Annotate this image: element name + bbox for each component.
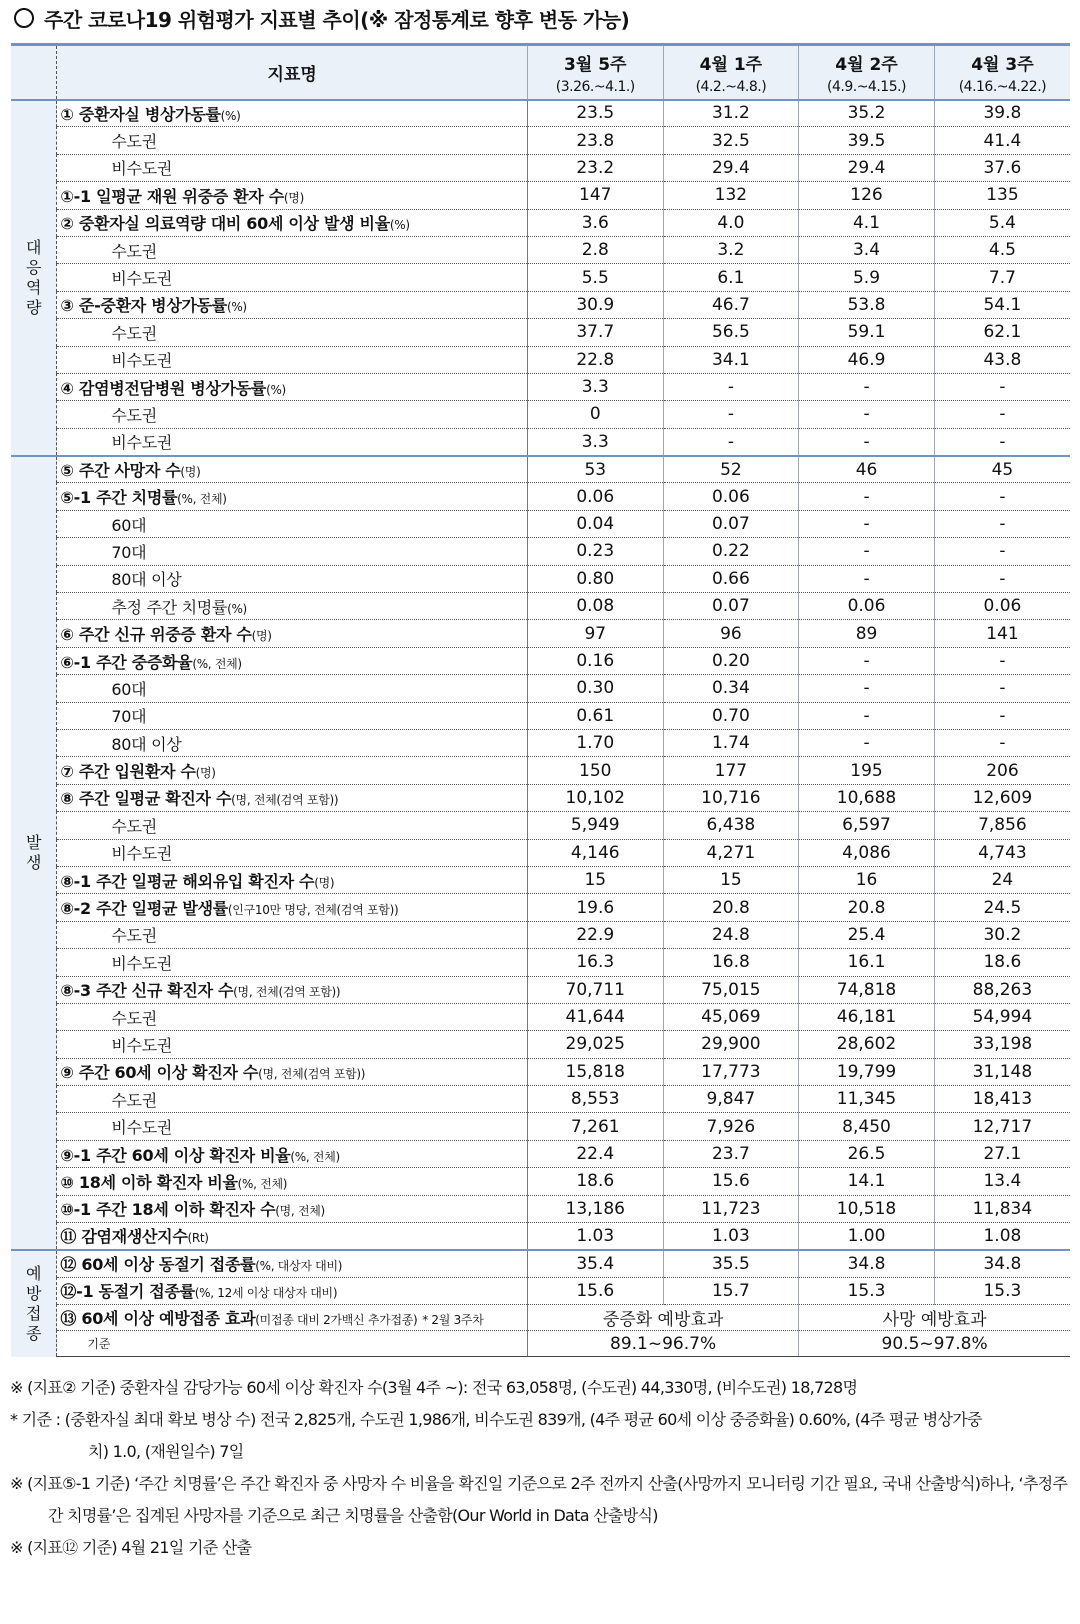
value-cell: 29.4 xyxy=(663,154,799,181)
value-cell: 29,900 xyxy=(663,1031,799,1058)
value-cell: 206 xyxy=(934,757,1070,784)
value-cell: - xyxy=(934,428,1070,455)
table-row xyxy=(11,976,1070,1003)
table-row xyxy=(11,812,1070,839)
value-cell: 26.5 xyxy=(799,1140,935,1167)
table-row xyxy=(11,593,1070,620)
indicator-label: ⑩ 18세 이하 확진자 비율(%, 전체) xyxy=(57,1168,528,1195)
table-row xyxy=(11,1250,1070,1277)
value-cell: 3.3 xyxy=(527,373,663,400)
table-row xyxy=(11,182,1070,209)
table-row xyxy=(11,236,1070,263)
value-cell: 5.5 xyxy=(527,264,663,291)
value-cell: 1.70 xyxy=(527,729,663,756)
value-cell: 4,146 xyxy=(527,839,663,866)
table-row xyxy=(11,894,1070,921)
value-cell: - xyxy=(799,647,935,674)
value-cell: 9,847 xyxy=(663,1086,799,1113)
indicator-label: 70대 xyxy=(57,702,528,729)
value-cell: 0.06 xyxy=(799,593,935,620)
value-cell: 0 xyxy=(527,401,663,428)
value-cell: 132 xyxy=(663,182,799,209)
category-cell xyxy=(11,100,57,456)
value-cell: 147 xyxy=(527,182,663,209)
value-cell: - xyxy=(934,702,1070,729)
table-row xyxy=(11,620,1070,647)
value-cell: 19,799 xyxy=(799,1058,935,1085)
value-cell: - xyxy=(663,373,799,400)
value-cell: 15.6 xyxy=(527,1277,663,1304)
indicator-label: ⑨-1 주간 60세 이상 확진자 비율(%, 전체) xyxy=(57,1140,528,1167)
value-cell: 17,773 xyxy=(663,1058,799,1085)
value-cell: 11,345 xyxy=(799,1086,935,1113)
indicator-label: ⑧-2 주간 일평균 발생률(인구10만 명당, 전체(검역 포함)) xyxy=(57,894,528,921)
value-cell: 35.4 xyxy=(527,1250,663,1277)
indicator-label: ⑪ 감염재생산지수(Rt) xyxy=(57,1223,528,1250)
value-cell: 177 xyxy=(663,757,799,784)
value-cell: - xyxy=(799,373,935,400)
value-cell: 3.6 xyxy=(527,209,663,236)
value-cell: 75,015 xyxy=(663,976,799,1003)
value-cell: 46.7 xyxy=(663,291,799,318)
indicator-label: ⑦ 주간 입원환자 수(명) xyxy=(57,757,528,784)
value-cell: 6.1 xyxy=(663,264,799,291)
table-row xyxy=(11,538,1070,565)
table-row xyxy=(11,264,1070,291)
value-cell: 74,818 xyxy=(799,976,935,1003)
effect-row xyxy=(11,1305,1070,1331)
value-cell: 14.1 xyxy=(799,1168,935,1195)
category-label: 대응역량 xyxy=(25,237,42,317)
indicator-label: 수도권 xyxy=(57,236,528,263)
value-cell: 62.1 xyxy=(934,319,1070,346)
indicator-label: ④ 감염병전담병원 병상가동률(%) xyxy=(57,373,528,400)
value-cell: 15 xyxy=(527,866,663,893)
indicator-label: 80대 이상 xyxy=(57,729,528,756)
table-row xyxy=(11,510,1070,537)
value-cell: 43.8 xyxy=(934,346,1070,373)
indicator-label: ⑤ 주간 사망자 수(명) xyxy=(57,456,528,483)
footnote-3a: ※ (지표⑤-1 기준) ‘주간 치명률’은 주간 확진자 중 사망자 수 비율을 확진일 기준으로 2주 전까지 산출(사망까지 모니터링 기간 필요, 국내 산출방식)하나, ‘추정주 xyxy=(10,1474,1068,1493)
value-cell: 0.16 xyxy=(527,647,663,674)
effect-note: 기준 xyxy=(57,1331,528,1357)
indicator-label: ①-1 일평균 재원 위중증 환자 수(명) xyxy=(57,182,528,209)
value-cell: - xyxy=(799,401,935,428)
value-cell: - xyxy=(934,729,1070,756)
table-row xyxy=(11,319,1070,346)
indicator-label: ⑧ 주간 일평균 확진자 수(명, 전체(검역 포함)) xyxy=(57,784,528,811)
value-cell: 4,271 xyxy=(663,839,799,866)
value-cell: 10,688 xyxy=(799,784,935,811)
value-cell: 24 xyxy=(934,866,1070,893)
value-cell: - xyxy=(934,675,1070,702)
indicator-label: 비수도권 xyxy=(57,949,528,976)
footnote-3b: 간 치명률’은 집계된 사망자를 기준으로 최근 치명률을 산출함(Our World in Data 산출방식) xyxy=(48,1506,658,1525)
value-cell: 0.08 xyxy=(527,593,663,620)
indicator-table xyxy=(11,43,1070,1357)
value-cell: 39.8 xyxy=(934,100,1070,127)
table-row xyxy=(11,1195,1070,1222)
value-cell: - xyxy=(934,373,1070,400)
value-cell: 4.5 xyxy=(934,236,1070,263)
value-cell: 10,518 xyxy=(799,1195,935,1222)
value-cell: 29,025 xyxy=(527,1031,663,1058)
value-cell: 29.4 xyxy=(799,154,935,181)
category-label: 예방접종 xyxy=(25,1263,42,1343)
header-row xyxy=(11,45,1070,100)
value-cell: 56.5 xyxy=(663,319,799,346)
value-cell: 0.06 xyxy=(663,483,799,510)
indicator-label: ⑤-1 주간 치명률(%, 전체) xyxy=(57,483,528,510)
table-row xyxy=(11,291,1070,318)
value-cell: 0.23 xyxy=(527,538,663,565)
value-cell: - xyxy=(663,401,799,428)
value-cell: 31,148 xyxy=(934,1058,1070,1085)
table-row xyxy=(11,456,1070,483)
value-cell: 7,261 xyxy=(527,1113,663,1140)
severe-effect-label: 중증화 예방효과 xyxy=(527,1305,798,1331)
value-cell: 3.4 xyxy=(799,236,935,263)
value-cell: - xyxy=(934,538,1070,565)
title-text: 주간 코로나19 위험평가 지표별 추이(※ 잠정통계로 향후 변동 가능) xyxy=(44,7,630,32)
value-cell: 7,926 xyxy=(663,1113,799,1140)
indicator-label: 비수도권 xyxy=(57,1113,528,1140)
indicator-label: ⑧-3 주간 신규 확진자 수(명, 전체(검역 포함)) xyxy=(57,976,528,1003)
value-cell: 33,198 xyxy=(934,1031,1070,1058)
indicator-label: 비수도권 xyxy=(57,428,528,455)
value-cell: - xyxy=(934,401,1070,428)
value-cell: 5,949 xyxy=(527,812,663,839)
value-cell: 1.08 xyxy=(934,1223,1070,1250)
value-cell: 126 xyxy=(799,182,935,209)
value-cell: - xyxy=(799,675,935,702)
value-cell: 13,186 xyxy=(527,1195,663,1222)
value-cell: 12,609 xyxy=(934,784,1070,811)
value-cell: 24.8 xyxy=(663,921,799,948)
value-cell: 5.9 xyxy=(799,264,935,291)
value-cell: 39.5 xyxy=(799,127,935,154)
value-cell: 0.20 xyxy=(663,647,799,674)
value-cell: - xyxy=(799,565,935,592)
table-row xyxy=(11,346,1070,373)
value-cell: 3.2 xyxy=(663,236,799,263)
indicator-label: 비수도권 xyxy=(57,839,528,866)
footnotes xyxy=(10,1372,1070,1564)
table-row xyxy=(11,839,1070,866)
indicator-label: 수도권 xyxy=(57,127,528,154)
table-row xyxy=(11,702,1070,729)
value-cell: 15 xyxy=(663,866,799,893)
value-cell: 19.6 xyxy=(527,894,663,921)
value-cell: 0.30 xyxy=(527,675,663,702)
category-cell xyxy=(11,456,57,1250)
value-cell: 23.7 xyxy=(663,1140,799,1167)
value-cell: 0.06 xyxy=(934,593,1070,620)
indicator-label: 수도권 xyxy=(57,921,528,948)
value-cell: 7.7 xyxy=(934,264,1070,291)
value-cell: 10,102 xyxy=(527,784,663,811)
value-cell: 0.22 xyxy=(663,538,799,565)
indicator-label: ⑫ 60세 이상 동절기 접종률(%, 대상자 대비) xyxy=(57,1250,528,1277)
indicator-label: ⑧-1 주간 일평균 해외유입 확진자 수(명) xyxy=(57,866,528,893)
value-cell: - xyxy=(934,565,1070,592)
table-row xyxy=(11,154,1070,181)
table-row xyxy=(11,1003,1070,1030)
value-cell: 59.1 xyxy=(799,319,935,346)
effect-value-row xyxy=(11,1331,1070,1357)
indicator-label: 비수도권 xyxy=(57,264,528,291)
value-cell: 41,644 xyxy=(527,1003,663,1030)
value-cell: 0.34 xyxy=(663,675,799,702)
value-cell: 0.04 xyxy=(527,510,663,537)
value-cell: - xyxy=(934,510,1070,537)
value-cell: 46,181 xyxy=(799,1003,935,1030)
value-cell: 88,263 xyxy=(934,976,1070,1003)
table-row xyxy=(11,1086,1070,1113)
table-row xyxy=(11,565,1070,592)
header-period-4: 4월 3주 (4.16.~4.22.) xyxy=(934,45,1070,100)
value-cell: 27.1 xyxy=(934,1140,1070,1167)
value-cell: 34.8 xyxy=(934,1250,1070,1277)
value-cell: 23.2 xyxy=(527,154,663,181)
value-cell: 35.2 xyxy=(799,100,935,127)
value-cell: 37.6 xyxy=(934,154,1070,181)
indicator-label: 80대 이상 xyxy=(57,565,528,592)
value-cell: 18.6 xyxy=(527,1168,663,1195)
value-cell: 32.5 xyxy=(663,127,799,154)
table-row xyxy=(11,647,1070,674)
value-cell: 15.6 xyxy=(663,1168,799,1195)
value-cell: 34.1 xyxy=(663,346,799,373)
value-cell: 2.8 xyxy=(527,236,663,263)
value-cell: 4.1 xyxy=(799,209,935,236)
indicator-label: ⑩-1 주간 18세 이하 확진자 수(명, 전체) xyxy=(57,1195,528,1222)
value-cell: - xyxy=(799,729,935,756)
value-cell: 46.9 xyxy=(799,346,935,373)
severe-effect-value: 89.1~96.7% xyxy=(527,1331,798,1357)
value-cell: 16 xyxy=(799,866,935,893)
indicator-label: ⑫-1 동절기 접종률(%, 12세 이상 대상자 대비) xyxy=(57,1277,528,1304)
category-cell xyxy=(11,1250,57,1357)
value-cell: - xyxy=(799,510,935,537)
value-cell: 7,856 xyxy=(934,812,1070,839)
footnote-2a: * 기준 : (중환자실 최대 확보 병상 수) 전국 2,825개, 수도권 1,986개, 비수도권 839개, (4주 평균 60세 이상 중증화율) 0.60%, (4주 평균 병상가중 xyxy=(10,1410,982,1429)
value-cell: - xyxy=(799,483,935,510)
indicator-label: ① 중환자실 병상가동률(%) xyxy=(57,100,528,127)
page-title xyxy=(14,4,629,32)
table-row xyxy=(11,401,1070,428)
indicator-label: 수도권 xyxy=(57,401,528,428)
value-cell: 6,438 xyxy=(663,812,799,839)
value-cell: 28,602 xyxy=(799,1031,935,1058)
footnote-2b: 치) 1.0, (재원일수) 7일 xyxy=(88,1442,244,1461)
indicator-label: 추정 주간 치명률(%) xyxy=(57,593,528,620)
value-cell: 6,597 xyxy=(799,812,935,839)
value-cell: 15,818 xyxy=(527,1058,663,1085)
indicator-label: 수도권 xyxy=(57,1086,528,1113)
header-category-cell xyxy=(11,45,57,100)
value-cell: 4,743 xyxy=(934,839,1070,866)
table-row xyxy=(11,921,1070,948)
value-cell: 0.66 xyxy=(663,565,799,592)
value-cell: 70,711 xyxy=(527,976,663,1003)
indicator-label: ② 중환자실 의료역량 대비 60세 이상 발생 비율(%) xyxy=(57,209,528,236)
value-cell: 46 xyxy=(799,456,935,483)
header-period-2: 4월 1주 (4.2.~4.8.) xyxy=(663,45,799,100)
value-cell: 52 xyxy=(663,456,799,483)
value-cell: 23.8 xyxy=(527,127,663,154)
value-cell: 24.5 xyxy=(934,894,1070,921)
value-cell: 8,450 xyxy=(799,1113,935,1140)
value-cell: 45,069 xyxy=(663,1003,799,1030)
value-cell: 8,553 xyxy=(527,1086,663,1113)
value-cell: 53 xyxy=(527,456,663,483)
value-cell: 4.0 xyxy=(663,209,799,236)
indicator-label: 60대 xyxy=(57,510,528,537)
indicator-label: 수도권 xyxy=(57,812,528,839)
value-cell: 53.8 xyxy=(799,291,935,318)
value-cell: 37.7 xyxy=(527,319,663,346)
table-row xyxy=(11,209,1070,236)
category-label: 발생 xyxy=(25,832,42,872)
value-cell: - xyxy=(799,702,935,729)
value-cell: 31.2 xyxy=(663,100,799,127)
indicator-label: 수도권 xyxy=(57,319,528,346)
value-cell: 4,086 xyxy=(799,839,935,866)
value-cell: 3.3 xyxy=(527,428,663,455)
value-cell: 41.4 xyxy=(934,127,1070,154)
footnote-4: ※ (지표⑫ 기준) 4월 21일 기준 산출 xyxy=(10,1538,252,1557)
indicator-label: 비수도권 xyxy=(57,1031,528,1058)
value-cell: 135 xyxy=(934,182,1070,209)
value-cell: 30.9 xyxy=(527,291,663,318)
value-cell: 0.70 xyxy=(663,702,799,729)
value-cell: 30.2 xyxy=(934,921,1070,948)
table-row xyxy=(11,729,1070,756)
value-cell: 13.4 xyxy=(934,1168,1070,1195)
table-row xyxy=(11,675,1070,702)
value-cell: - xyxy=(934,483,1070,510)
value-cell: 0.07 xyxy=(663,510,799,537)
value-cell: 18.6 xyxy=(934,949,1070,976)
value-cell: 16.1 xyxy=(799,949,935,976)
table-row xyxy=(11,1223,1070,1250)
value-cell: 15.7 xyxy=(663,1277,799,1304)
indicator-label: ⑥-1 주간 중증화율(%, 전체) xyxy=(57,647,528,674)
value-cell: 1.03 xyxy=(663,1223,799,1250)
value-cell: 0.06 xyxy=(527,483,663,510)
value-cell: 15.3 xyxy=(799,1277,935,1304)
table-row xyxy=(11,127,1070,154)
value-cell: 22.8 xyxy=(527,346,663,373)
value-cell: 25.4 xyxy=(799,921,935,948)
value-cell: 12,717 xyxy=(934,1113,1070,1140)
death-effect-value: 90.5~97.8% xyxy=(799,1331,1070,1357)
table-row xyxy=(11,1140,1070,1167)
indicator-label: 수도권 xyxy=(57,1003,528,1030)
value-cell: 18,413 xyxy=(934,1086,1070,1113)
value-cell: 1.03 xyxy=(527,1223,663,1250)
table-row xyxy=(11,949,1070,976)
table-row xyxy=(11,1113,1070,1140)
header-period-1: 3월 5주 (3.26.~4.1.) xyxy=(527,45,663,100)
header-indicator: 지표명 xyxy=(57,45,528,100)
value-cell: 16.3 xyxy=(527,949,663,976)
footnote-1: ※ (지표② 기준) 중환자실 감당가능 60세 이상 확진자 수(3월 4주 ~): 전국 63,058명, (수도권) 44,330명, (비수도권) 18,728명 xyxy=(10,1378,858,1397)
value-cell: 23.5 xyxy=(527,100,663,127)
value-cell: - xyxy=(934,647,1070,674)
indicator-label: 70대 xyxy=(57,538,528,565)
circle-bullet-icon xyxy=(14,8,34,28)
effect-label: ⑬ 60세 이상 예방접종 효과(미접종 대비 2가백신 추가접종) * 2월 3주차 xyxy=(57,1305,528,1331)
indicator-label: ⑨ 주간 60세 이상 확진자 수(명, 전체(검역 포함)) xyxy=(57,1058,528,1085)
table-row xyxy=(11,757,1070,784)
header-period-3: 4월 2주 (4.9.~4.15.) xyxy=(799,45,935,100)
value-cell: 0.61 xyxy=(527,702,663,729)
table-row xyxy=(11,1058,1070,1085)
value-cell: 15.3 xyxy=(934,1277,1070,1304)
table-row xyxy=(11,373,1070,400)
value-cell: 0.07 xyxy=(663,593,799,620)
value-cell: - xyxy=(663,428,799,455)
value-cell: 10,716 xyxy=(663,784,799,811)
value-cell: 96 xyxy=(663,620,799,647)
value-cell: 0.80 xyxy=(527,565,663,592)
value-cell: 22.4 xyxy=(527,1140,663,1167)
table-row xyxy=(11,866,1070,893)
value-cell: 11,723 xyxy=(663,1195,799,1222)
value-cell: 97 xyxy=(527,620,663,647)
value-cell: 54,994 xyxy=(934,1003,1070,1030)
value-cell: 1.00 xyxy=(799,1223,935,1250)
indicator-label: ⑥ 주간 신규 위중증 환자 수(명) xyxy=(57,620,528,647)
value-cell: 20.8 xyxy=(663,894,799,921)
indicator-label: 비수도권 xyxy=(57,346,528,373)
value-cell: 141 xyxy=(934,620,1070,647)
value-cell: 89 xyxy=(799,620,935,647)
indicator-label: 비수도권 xyxy=(57,154,528,181)
table-row xyxy=(11,1031,1070,1058)
table-row xyxy=(11,1168,1070,1195)
table-row xyxy=(11,784,1070,811)
indicator-label: ③ 준-중환자 병상가동률(%) xyxy=(57,291,528,318)
table-row xyxy=(11,483,1070,510)
table-row xyxy=(11,100,1070,127)
value-cell: - xyxy=(799,428,935,455)
value-cell: - xyxy=(799,538,935,565)
table-row xyxy=(11,428,1070,455)
value-cell: 16.8 xyxy=(663,949,799,976)
value-cell: 35.5 xyxy=(663,1250,799,1277)
value-cell: 20.8 xyxy=(799,894,935,921)
value-cell: 45 xyxy=(934,456,1070,483)
value-cell: 22.9 xyxy=(527,921,663,948)
value-cell: 11,834 xyxy=(934,1195,1070,1222)
value-cell: 5.4 xyxy=(934,209,1070,236)
value-cell: 54.1 xyxy=(934,291,1070,318)
value-cell: 195 xyxy=(799,757,935,784)
value-cell: 1.74 xyxy=(663,729,799,756)
value-cell: 34.8 xyxy=(799,1250,935,1277)
table-row xyxy=(11,1277,1070,1304)
value-cell: 150 xyxy=(527,757,663,784)
death-effect-label: 사망 예방효과 xyxy=(799,1305,1070,1331)
indicator-label: 60대 xyxy=(57,675,528,702)
